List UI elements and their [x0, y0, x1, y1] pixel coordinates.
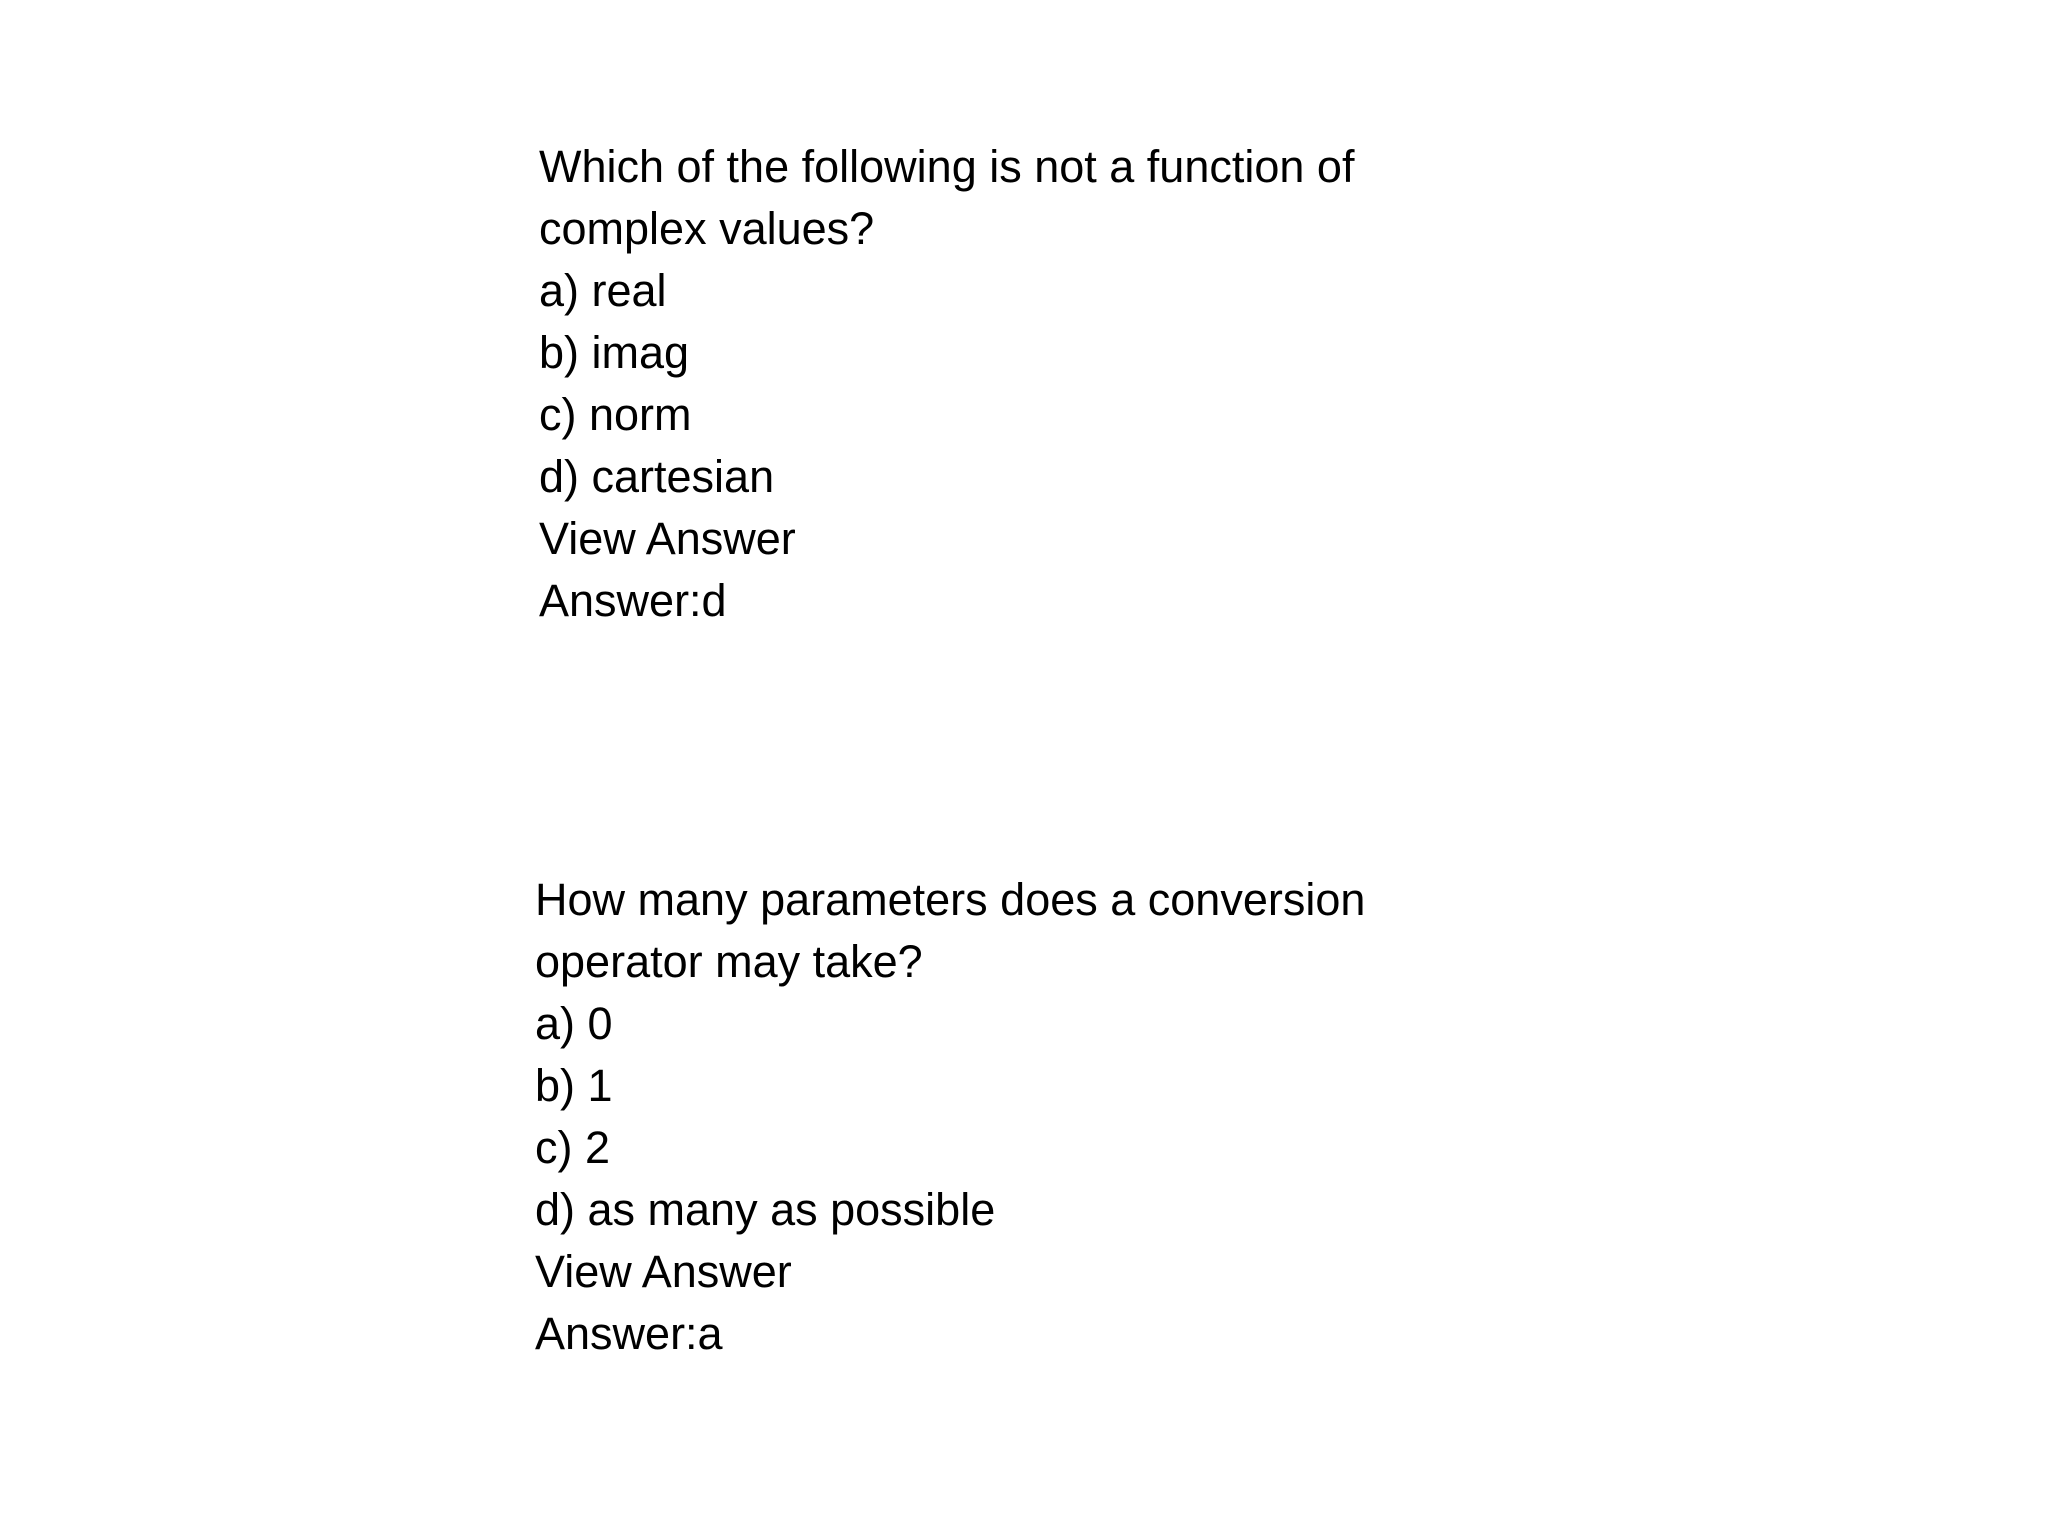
question-text-line-2: operator may take? [535, 936, 923, 987]
option-c: c) norm [539, 389, 692, 440]
view-answer-link[interactable]: View Answer [535, 1246, 792, 1297]
option-a: a) real [539, 265, 667, 316]
view-answer-link[interactable]: View Answer [539, 513, 796, 564]
question-text-line-1: How many parameters does a conversion [535, 874, 1366, 925]
option-d: d) as many as possible [535, 1184, 996, 1235]
question-block-2 [535, 869, 1535, 1365]
answer-text: Answer:a [535, 1308, 723, 1359]
option-c: c) 2 [535, 1122, 611, 1173]
question-block-1 [539, 136, 1539, 632]
question-text-line-2: complex values? [539, 203, 875, 254]
question-text-line-1: Which of the following is not a function of [539, 141, 1355, 192]
option-b: b) 1 [535, 1060, 613, 1111]
option-b: b) imag [539, 327, 690, 378]
option-d: d) cartesian [539, 451, 775, 502]
option-a: a) 0 [535, 998, 613, 1049]
answer-text: Answer:d [539, 575, 727, 626]
